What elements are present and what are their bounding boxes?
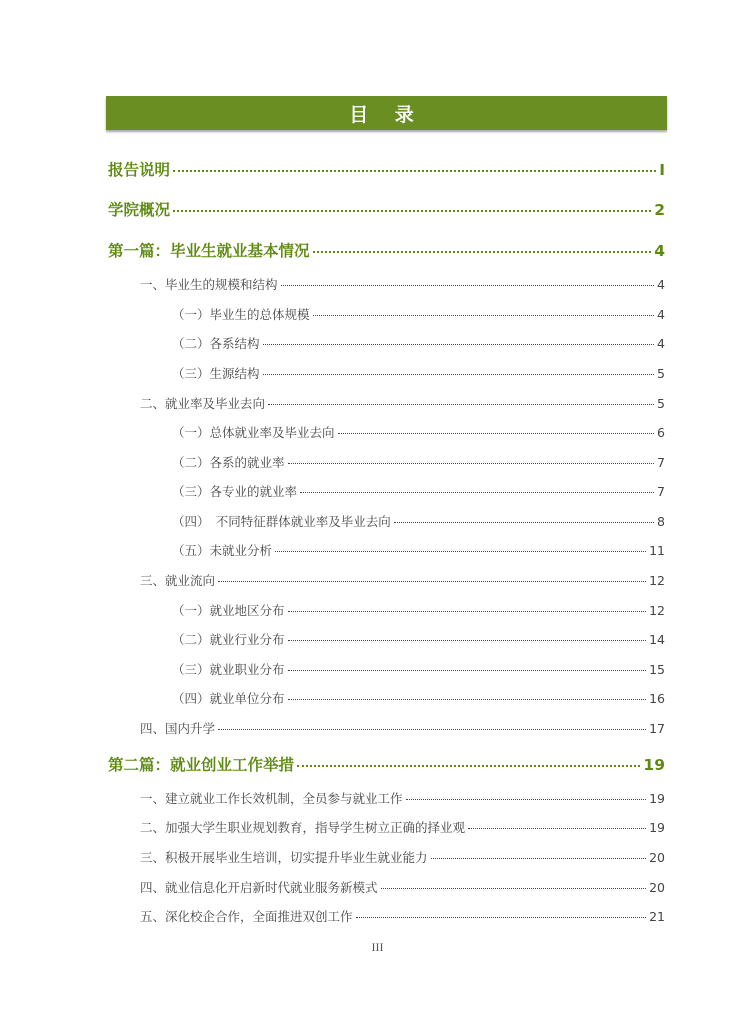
toc-entry[interactable] [108,239,665,261]
toc-entry-page: 2 [654,201,665,219]
toc-dot-leader [288,611,647,612]
toc-entry-label: 报告说明 [108,161,171,179]
toc-dot-leader [218,729,646,730]
toc-entry[interactable] [172,334,665,352]
toc-dot-leader [297,765,640,767]
toc-entry-label: （四） 不同特征群体就业率及毕业去向 [172,514,391,529]
toc-dot-leader [288,670,647,671]
toc-entry-label: 一、毕业生的规模和结构 [140,277,278,292]
toc-entry[interactable] [172,689,665,707]
toc-entry-label: （三）各专业的就业率 [172,484,298,499]
toc-entry-page: 5 [657,396,665,411]
toc-entry-label: （二）各系的就业率 [172,455,285,470]
toc-dot-leader [268,404,654,405]
toc-dot-leader [468,828,646,829]
toc-entry[interactable] [140,907,665,925]
toc-entry[interactable] [172,423,665,441]
toc-entry-page: 4 [657,336,665,351]
toc-entry[interactable] [172,364,665,382]
toc-entry-label: 第一篇：毕业生就业基本情况 [108,242,310,260]
toc-entry[interactable] [140,878,665,896]
toc-entry[interactable] [140,394,665,412]
toc-entry-page: 12 [649,603,665,618]
toc-entry-page: 19 [649,791,665,806]
toc-entry-page: 20 [649,850,665,865]
toc-entry-page: 15 [649,662,665,677]
toc-entry[interactable] [172,512,665,530]
toc-entry[interactable] [140,848,665,866]
toc-dot-leader [288,463,655,464]
toc-entry-label: （一）毕业生的总体规模 [172,307,310,322]
toc-dot-leader [173,210,651,212]
toc-entry[interactable] [172,305,665,323]
toc-entry[interactable] [108,198,665,220]
toc-entry-page: 8 [657,514,665,529]
toc-entry-page: 21 [649,909,665,924]
toc-entry-label: （四）就业单位分布 [172,691,285,706]
toc-entry-label: 三、积极开展毕业生培训，切实提升毕业生就业能力 [140,850,428,865]
toc-entry-label: 第二篇：就业创业工作举措 [108,756,295,774]
toc-dot-leader [406,799,647,800]
toc-entry-page: 19 [649,820,665,835]
page-number: III [371,940,384,954]
toc-entry[interactable] [172,541,665,559]
toc-entry-page: 4 [657,307,665,322]
toc-entry-page: 20 [649,880,665,895]
toc-entry-label: （三）就业职业分布 [172,662,285,677]
toc-entry-page: 14 [649,632,665,647]
toc-entry[interactable] [140,719,665,737]
toc-entry-page: 12 [649,573,665,588]
toc-entry[interactable] [108,158,665,180]
toc-entry[interactable] [108,753,665,775]
toc-dot-leader [431,858,647,859]
toc-entry-page: 7 [657,455,665,470]
toc-entry-page: 17 [649,721,665,736]
toc-entry-page: 4 [657,277,665,292]
toc-entry-label: （三）生源结构 [172,366,260,381]
toc-entry-page: 5 [657,366,665,381]
toc-entry[interactable] [172,601,665,619]
toc-entry-page: 6 [657,425,665,440]
toc-dot-leader [281,285,655,286]
toc-entry[interactable] [172,630,665,648]
toc-dot-leader [313,315,655,316]
toc-entry[interactable] [172,453,665,471]
toc-dot-leader [381,888,647,889]
toc-dot-leader [394,522,654,523]
toc-entry-label: （一）就业地区分布 [172,603,285,618]
toc-entry[interactable] [140,571,665,589]
toc-entry-label: 五、深化校企合作，全面推进双创工作 [140,909,353,924]
toc-entry-label: （一）总体就业率及毕业去向 [172,425,335,440]
toc-entry[interactable] [140,818,665,836]
toc-entry-label: 二、加强大学生职业规划教育，指导学生树立正确的择业观 [140,820,466,835]
toc-entry[interactable] [172,660,665,678]
toc-entry-page: 4 [654,242,665,260]
toc-dot-leader [338,433,655,434]
toc-entry-label: 三、就业流向 [140,573,216,588]
toc-title: 目 录 [349,103,424,126]
toc-entry[interactable] [140,789,665,807]
toc-dot-leader [313,251,652,253]
toc-entry-page: I [659,161,665,179]
toc-entry-label: 四、就业信息化开启新时代就业服务新模式 [140,880,378,895]
toc-dot-leader [263,344,655,345]
toc-entry-label: 一、建立就业工作长效机制，全员参与就业工作 [140,791,403,806]
toc-entry-label: 学院概况 [108,201,171,219]
toc-entry-label: 四、国内升学 [140,721,216,736]
toc-dot-leader [263,374,655,375]
toc-entry-label: （二）就业行业分布 [172,632,285,647]
toc-entry-label: （二）各系结构 [172,336,260,351]
toc-entry[interactable] [140,275,665,293]
toc-entry-page: 16 [649,691,665,706]
toc-entry-page: 7 [657,484,665,499]
toc-entry-label: 二、就业率及毕业去向 [140,396,266,411]
toc-entry-page: 19 [643,756,665,774]
toc-dot-leader [275,551,646,552]
toc-dot-leader [173,170,656,172]
toc-dot-leader [300,492,654,493]
toc-entry-page: 11 [649,543,665,558]
toc-dot-leader [356,917,647,918]
toc-entry[interactable] [172,482,665,500]
toc-dot-leader [288,640,647,641]
toc-dot-leader [288,699,647,700]
toc-dot-leader [218,581,646,582]
toc-entry-label: （五）未就业分析 [172,543,273,558]
